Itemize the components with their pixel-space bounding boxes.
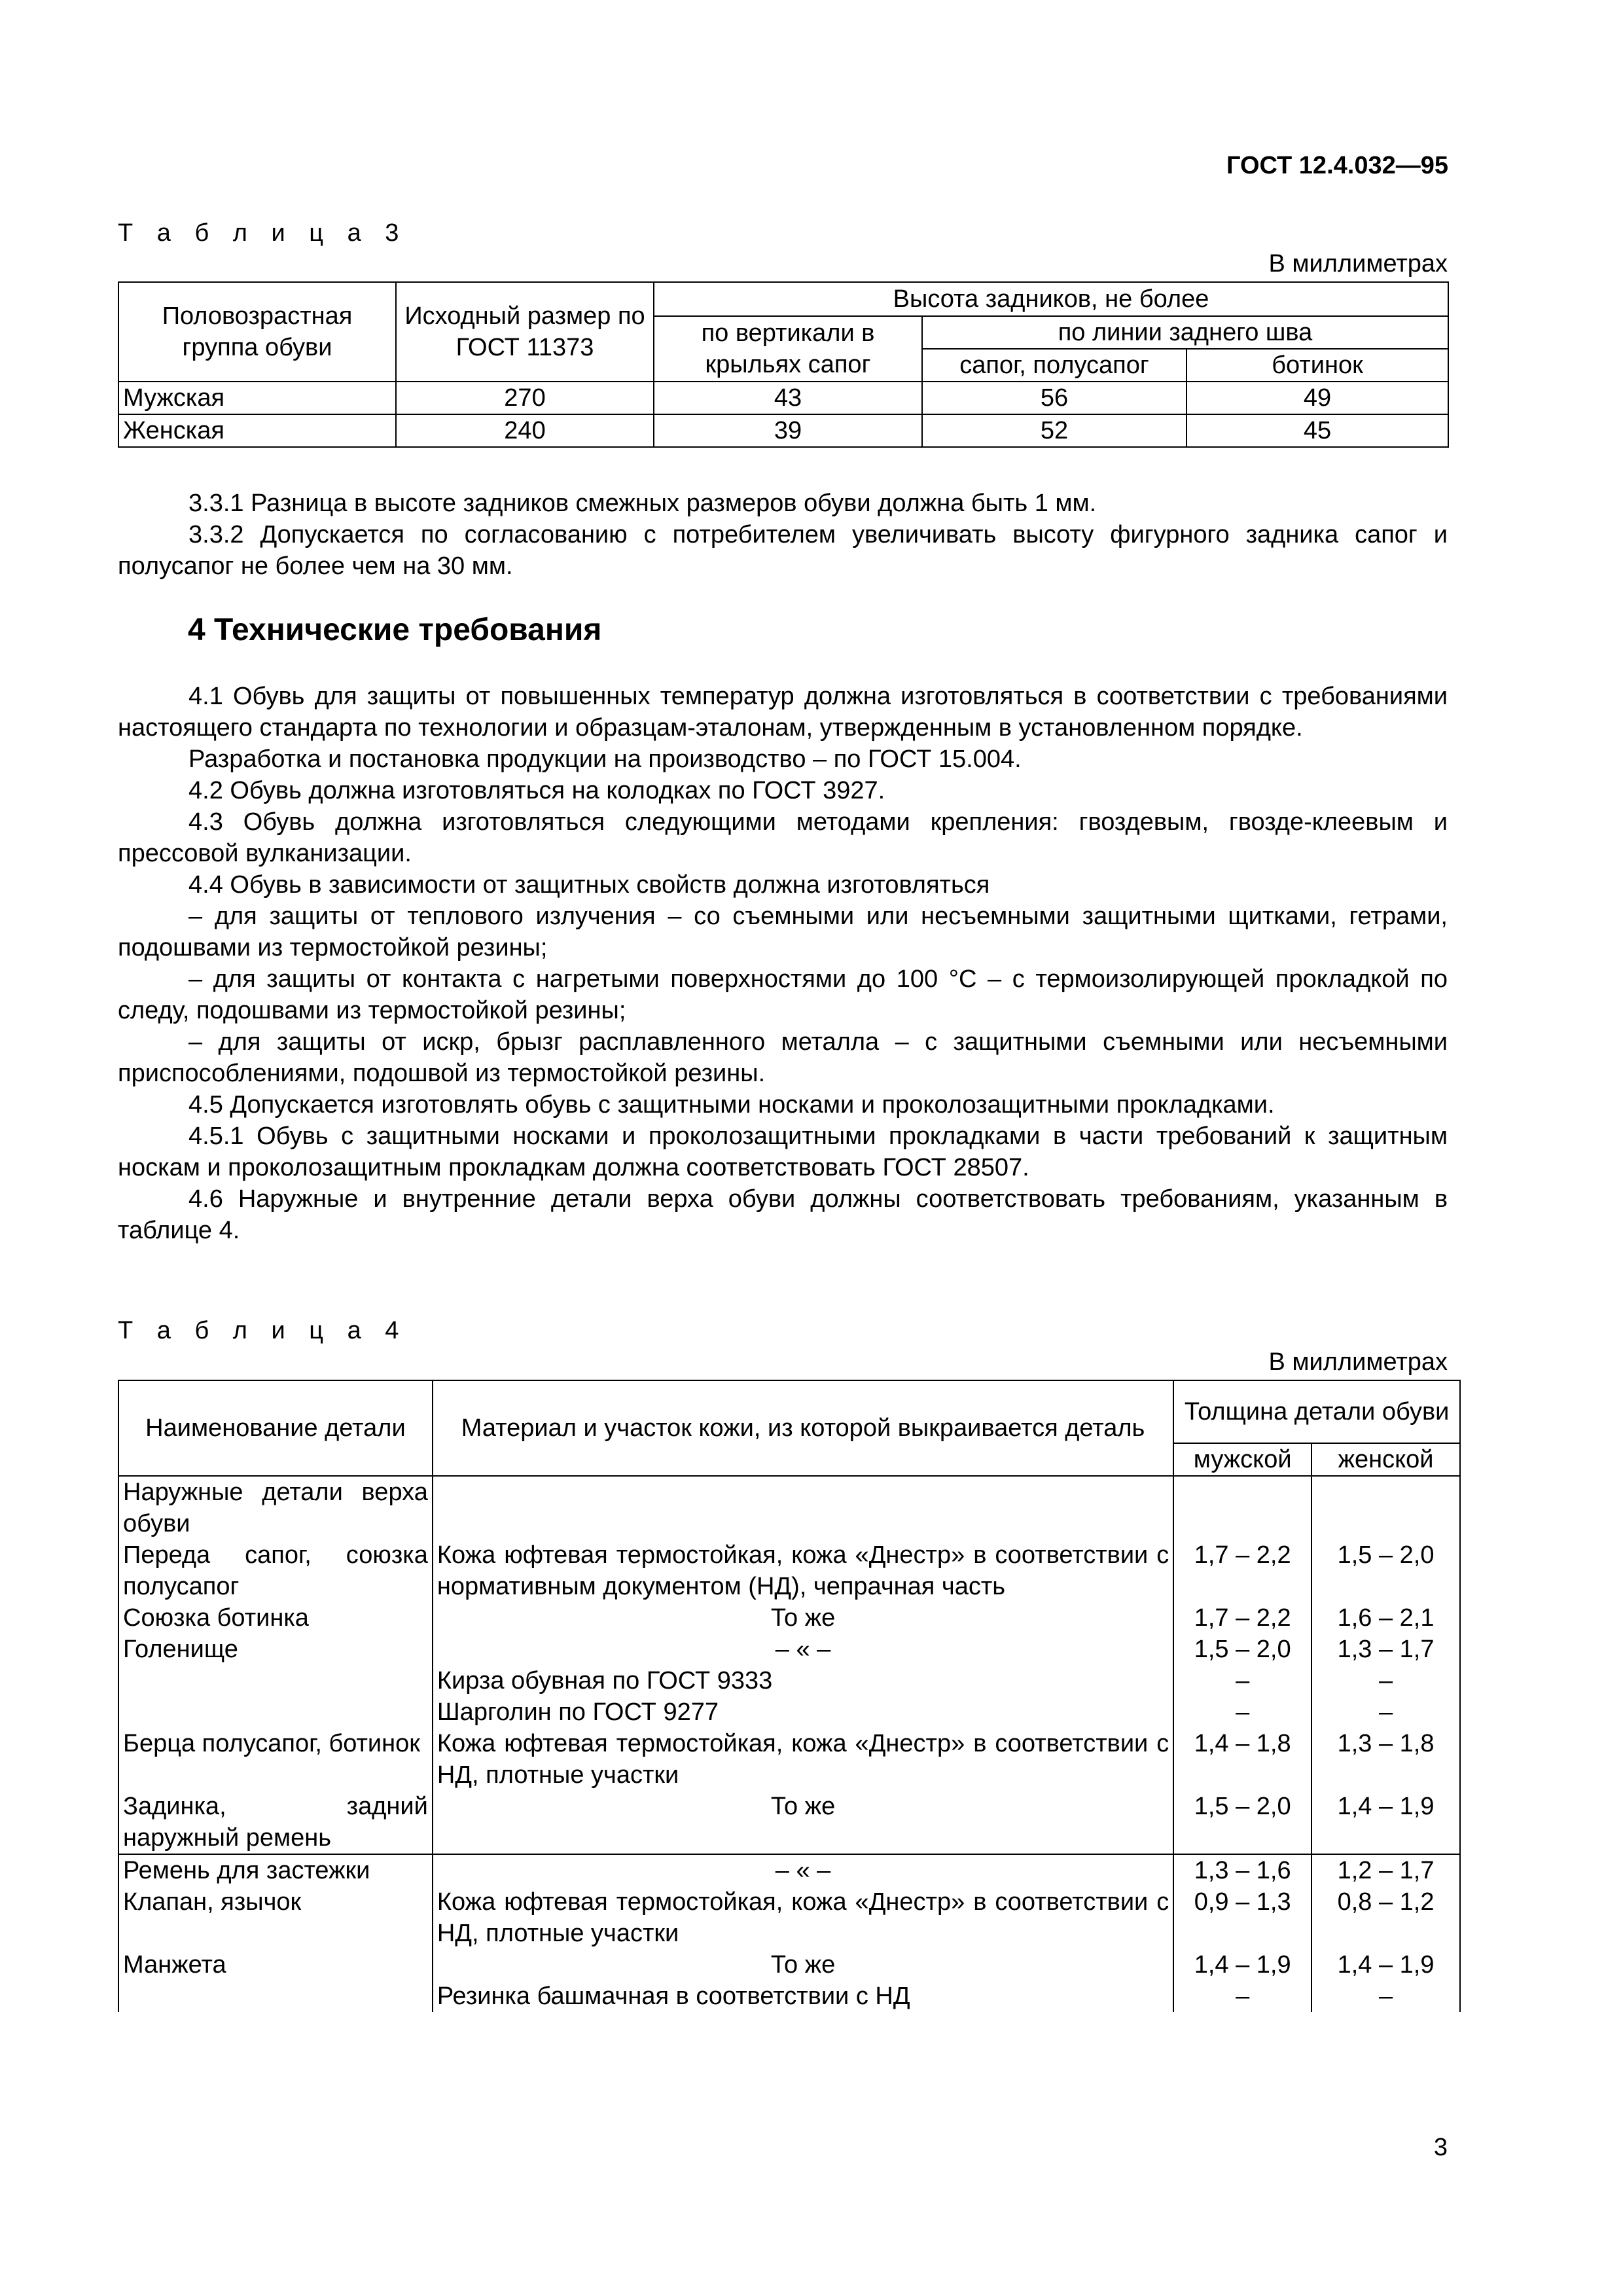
table-row bbox=[118, 1476, 1460, 1539]
section-4-body bbox=[118, 681, 1448, 1246]
cell-men: 1,7 – 2,2 bbox=[1173, 1539, 1311, 1602]
paragraph: 4.5.1 Обувь с защитными носками и проколозащитными прокладками в части требований к защитным носкам и проколозащитным прокладкам должна соответствовать ГОСТ 28507. bbox=[118, 1122, 1448, 1181]
cell-vertical: 43 bbox=[654, 382, 922, 414]
cell-material: То же bbox=[433, 1949, 1173, 1981]
cell-women: – bbox=[1311, 1696, 1460, 1728]
cell-size: 270 bbox=[396, 382, 654, 414]
table3-header-shoes: ботинок bbox=[1186, 349, 1448, 382]
table-row bbox=[118, 1539, 1460, 1602]
paragraph: – для защиты от контакта с нагретыми поверхностями до 100 °С – с термоизолирующей прокладкой по следу, подошвами из термостойкой резины; bbox=[118, 965, 1448, 1024]
table4 bbox=[118, 1380, 1461, 2012]
paragraph: 4.2 Обувь должна изготовляться на колодках по ГОСТ 3927. bbox=[188, 777, 885, 804]
table3-units: В миллиметрах bbox=[1268, 250, 1448, 278]
cell-material bbox=[433, 1476, 1173, 1539]
cell-women: 1,3 – 1,7 bbox=[1311, 1634, 1460, 1665]
cell-men: – bbox=[1173, 1981, 1311, 2012]
table-row bbox=[118, 1665, 1460, 1696]
table3-caption: Т а б л и ц а 3 bbox=[118, 219, 408, 247]
cell-material: То же bbox=[433, 1791, 1173, 1854]
cell-women: 1,6 – 2,1 bbox=[1311, 1602, 1460, 1634]
cell-part: Манжета bbox=[118, 1949, 433, 1981]
cell-men: 0,9 – 1,3 bbox=[1173, 1886, 1311, 1949]
cell-material: – « – bbox=[433, 1634, 1173, 1665]
paragraph: 4.6 Наружные и внутренние детали верха обуви должны соответствовать требованиям, указанным в таблице 4. bbox=[118, 1185, 1448, 1244]
paragraph: Разработка и постановка продукции на производство – по ГОСТ 15.004. bbox=[188, 745, 1022, 773]
table4-header-thickness: Толщина детали обуви bbox=[1173, 1380, 1460, 1443]
table3-header-height: Высота задников, не более bbox=[654, 282, 1448, 316]
table-row bbox=[118, 1634, 1460, 1665]
table-row bbox=[118, 1949, 1460, 1981]
table4-header-material: Материал и участок кожи, из которой выкраивается деталь bbox=[433, 1380, 1173, 1476]
cell-part: Переда сапог, союзка полусапог bbox=[118, 1539, 433, 1602]
cell-part bbox=[118, 1696, 433, 1728]
cell-material: То же bbox=[433, 1602, 1173, 1634]
cell-men: 1,7 – 2,2 bbox=[1173, 1602, 1311, 1634]
cell-men: 1,3 – 1,6 bbox=[1173, 1854, 1311, 1886]
cell-material: Кожа юфтевая термостойкая, кожа «Днестр» в соответствии с НД, плотные участки bbox=[433, 1728, 1173, 1791]
document-header: ГОСТ 12.4.032—95 bbox=[1226, 152, 1448, 179]
cell-shoes: 45 bbox=[1186, 414, 1448, 447]
paragraph: 4.1 Обувь для защиты от повышенных температур должна изготовляться в соответствии с требованиями настоящего стандарта по технологии и образцам-эталонам, утвержденным в установленном порядке. bbox=[118, 683, 1448, 742]
table-row bbox=[118, 1696, 1460, 1728]
table3-header-group: Половозрастная группа обуви bbox=[118, 282, 396, 382]
cell-men: – bbox=[1173, 1696, 1311, 1728]
cell-part: Голенище bbox=[118, 1634, 433, 1665]
cell-women: 1,5 – 2,0 bbox=[1311, 1539, 1460, 1602]
cell-boots: 52 bbox=[922, 414, 1186, 447]
table-row bbox=[118, 1791, 1460, 1854]
cell-men: – bbox=[1173, 1665, 1311, 1696]
paragraph: 4.3 Обувь должна изготовляться следующими методами крепления: гвоздевым, гвозде-клеевым и прессовой вулканизации. bbox=[118, 808, 1448, 867]
cell-part: Задинка, задний наружный ремень bbox=[118, 1791, 433, 1854]
table4-caption: Т а б л и ц а 4 bbox=[118, 1317, 408, 1344]
cell-women: 1,4 – 1,9 bbox=[1311, 1791, 1460, 1854]
page-number: 3 bbox=[1433, 2134, 1448, 2161]
cell-vertical: 39 bbox=[654, 414, 922, 447]
table-row bbox=[118, 382, 1448, 414]
paragraph: – для защиты от теплового излучения – со съемными или несъемными защитными щитками, гетрами, подошвами из термостойкой резины; bbox=[118, 903, 1448, 961]
cell-material: Резинка башмачная в соответствии с НД bbox=[433, 1981, 1173, 2012]
paragraphs-3-3 bbox=[118, 488, 1448, 582]
section-title: 4 Технические требования bbox=[188, 613, 602, 647]
table-row bbox=[118, 414, 1448, 447]
table3-header-seam: по линии заднего шва bbox=[922, 316, 1448, 349]
cell-women: 1,2 – 1,7 bbox=[1311, 1854, 1460, 1886]
cell-women: – bbox=[1311, 1981, 1460, 2012]
table4-header-women: женской bbox=[1311, 1443, 1460, 1476]
cell-part: Берца полусапог, ботинок bbox=[118, 1728, 433, 1791]
cell-material: Кожа юфтевая термостойкая, кожа «Днестр» в соответствии с НД, плотные участки bbox=[433, 1886, 1173, 1949]
cell-men: 1,4 – 1,9 bbox=[1173, 1949, 1311, 1981]
cell-men: 1,5 – 2,0 bbox=[1173, 1791, 1311, 1854]
table3-header-vertical: по вертикали в крыльях сапог bbox=[654, 316, 922, 382]
table3-header-boots: сапог, полусапог bbox=[922, 349, 1186, 382]
table-row bbox=[118, 1886, 1460, 1949]
cell-women: 1,3 – 1,8 bbox=[1311, 1728, 1460, 1791]
paragraph: 3.3.1 Разница в высоте задников смежных размеров обуви должна быть 1 мм. bbox=[188, 490, 1097, 517]
table-row bbox=[118, 1854, 1460, 1886]
cell-women: – bbox=[1311, 1665, 1460, 1696]
cell-part: Ремень для застежки bbox=[118, 1854, 433, 1886]
cell-group: Мужская bbox=[118, 382, 396, 414]
table-row bbox=[118, 1602, 1460, 1634]
cell-material: Кожа юфтевая термостойкая, кожа «Днестр» в соответствии с нормативным документом (НД), чепрачная часть bbox=[433, 1539, 1173, 1602]
paragraph: – для защиты от искр, брызг расплавленного металла – с защитными съемными или несъемными приспособлениями, подошвой из термостойкой резины. bbox=[118, 1028, 1448, 1087]
cell-men: 1,4 – 1,8 bbox=[1173, 1728, 1311, 1791]
cell-boots: 56 bbox=[922, 382, 1186, 414]
table4-header-men: мужской bbox=[1173, 1443, 1311, 1476]
table4-header-part: Наименование детали bbox=[118, 1380, 433, 1476]
cell-part bbox=[118, 1981, 433, 2012]
cell-part: Союзка ботинка bbox=[118, 1602, 433, 1634]
table-row bbox=[118, 1981, 1460, 2012]
cell-part bbox=[118, 1665, 433, 1696]
table3-header-size: Исходный размер по ГОСТ 11373 bbox=[396, 282, 654, 382]
cell-material: Шарголин по ГОСТ 9277 bbox=[433, 1696, 1173, 1728]
cell-part: Клапан, язычок bbox=[118, 1886, 433, 1949]
cell-men bbox=[1173, 1476, 1311, 1539]
paragraph: 4.5 Допускается изготовлять обувь с защитными носками и проколозащитными прокладками. bbox=[188, 1091, 1275, 1119]
paragraph: 4.4 Обувь в зависимости от защитных свойств должна изготовляться bbox=[188, 871, 990, 899]
paragraph: 3.3.2 Допускается по согласованию с потребителем увеличивать высоту фигурного задника сапог и полусапог не более чем на 30 мм. bbox=[118, 521, 1448, 580]
cell-shoes: 49 bbox=[1186, 382, 1448, 414]
cell-material: Кирза обувная по ГОСТ 9333 bbox=[433, 1665, 1173, 1696]
cell-women bbox=[1311, 1476, 1460, 1539]
cell-men: 1,5 – 2,0 bbox=[1173, 1634, 1311, 1665]
cell-size: 240 bbox=[396, 414, 654, 447]
cell-material: – « – bbox=[433, 1854, 1173, 1886]
cell-group: Женская bbox=[118, 414, 396, 447]
table4-units: В миллиметрах bbox=[1268, 1348, 1448, 1376]
cell-part: Наружные детали верха обуви bbox=[118, 1476, 433, 1539]
cell-women: 0,8 – 1,2 bbox=[1311, 1886, 1460, 1949]
table3 bbox=[118, 281, 1449, 448]
cell-women: 1,4 – 1,9 bbox=[1311, 1949, 1460, 1981]
table-row bbox=[118, 1728, 1460, 1791]
